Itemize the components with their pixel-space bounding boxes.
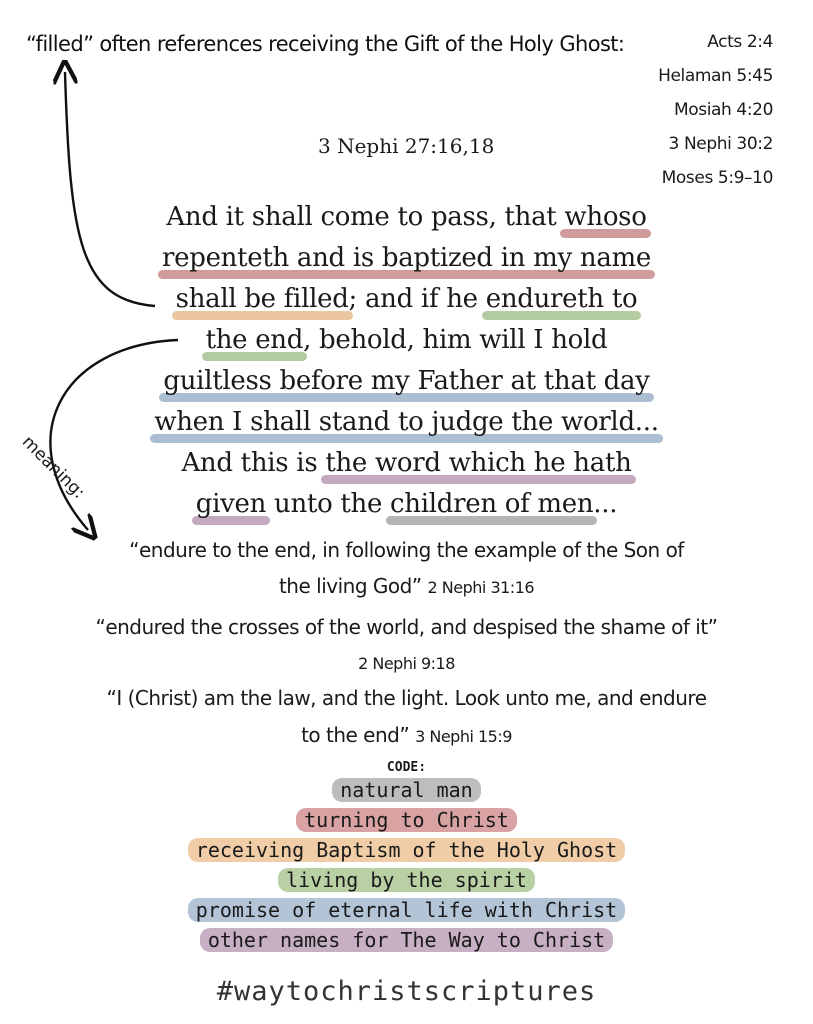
scripture-reference: 3 Nephi 27:16,18 [318,134,495,158]
filled-note: “filled” often references receiving the Gift of the Holy Ghost: [26,32,625,56]
verse-line-4 [0,325,813,355]
quote-3-line-2 [0,723,813,747]
verse-text: And this is [181,448,326,478]
quote-3-line-1: “I (Christ) am the law, and the light. Look unto me, and endure [106,686,707,710]
highlight-whoso: whoso [564,202,647,232]
verse-text: ; and if he [348,284,486,314]
quote-ref: 2 Nephi 31:16 [427,578,535,597]
code-item [0,868,813,892]
code-baptism: receiving Baptism of the Holy Ghost [188,838,625,862]
verse-line-8 [0,489,813,519]
highlight-repenteth: repenteth and is baptized in my name [162,243,651,273]
highlight-endureth: endureth to [485,284,638,314]
highlight-children: children of men [390,489,594,519]
quote-2-line-1: “endured the crosses of the world, and despised the shame of it” [95,615,718,639]
code-item [0,928,813,952]
verse-line-2 [0,243,813,273]
code-spirit: living by the spirit [278,868,535,892]
highlight-given: given [195,489,267,519]
code-item [0,898,813,922]
code-natural-man: natural man [332,778,480,802]
ref-acts: Acts 2:4 [707,32,773,52]
ref-mosiah: Mosiah 4:20 [673,100,773,120]
verse-line-7 [0,448,813,478]
code-eternal-life: promise of eternal life with Christ [188,898,625,922]
verse-line-5 [0,366,813,396]
ref-3nephi: 3 Nephi 30:2 [668,134,773,154]
quote-2-ref [0,650,813,674]
highlight-judge: when I shall stand to judge the world... [154,407,659,437]
highlight-guiltless: guiltless before my Father at that day [163,366,650,396]
quote-text: the living God” [278,574,422,598]
highlight-the-end: the end [205,325,304,355]
hashtag: #waytochristscriptures [216,976,597,1007]
meaning-label: meaning: [17,432,89,503]
code-item [0,838,813,862]
highlight-filled: shall be filled [175,284,349,314]
verse-text: unto the [266,489,391,519]
verse-text: ... [593,489,618,519]
code-turning: turning to Christ [296,808,517,832]
verse-text: And it shall come to pass, that [166,202,565,232]
ref-helaman: Helaman 5:45 [658,66,773,86]
verse-line-3 [0,284,813,314]
code-item [0,778,813,802]
quote-1-line-1: “endure to the end, in following the example of the Son of [129,538,684,562]
quote-ref: 2 Nephi 9:18 [358,654,455,673]
quote-text: to the end” [301,723,410,747]
code-label: CODE: [386,760,427,775]
quote-1-line-2 [0,574,813,598]
quote-ref: 3 Nephi 15:9 [415,727,512,746]
code-item [0,808,813,832]
verse-text: , behold, him will I hold [303,325,608,355]
verse-line-6 [0,407,813,437]
verse-line-1 [0,202,813,232]
ref-moses: Moses 5:9–10 [661,168,773,188]
highlight-word: the word which he hath [325,448,632,478]
code-other-names: other names for The Way to Christ [200,928,613,952]
